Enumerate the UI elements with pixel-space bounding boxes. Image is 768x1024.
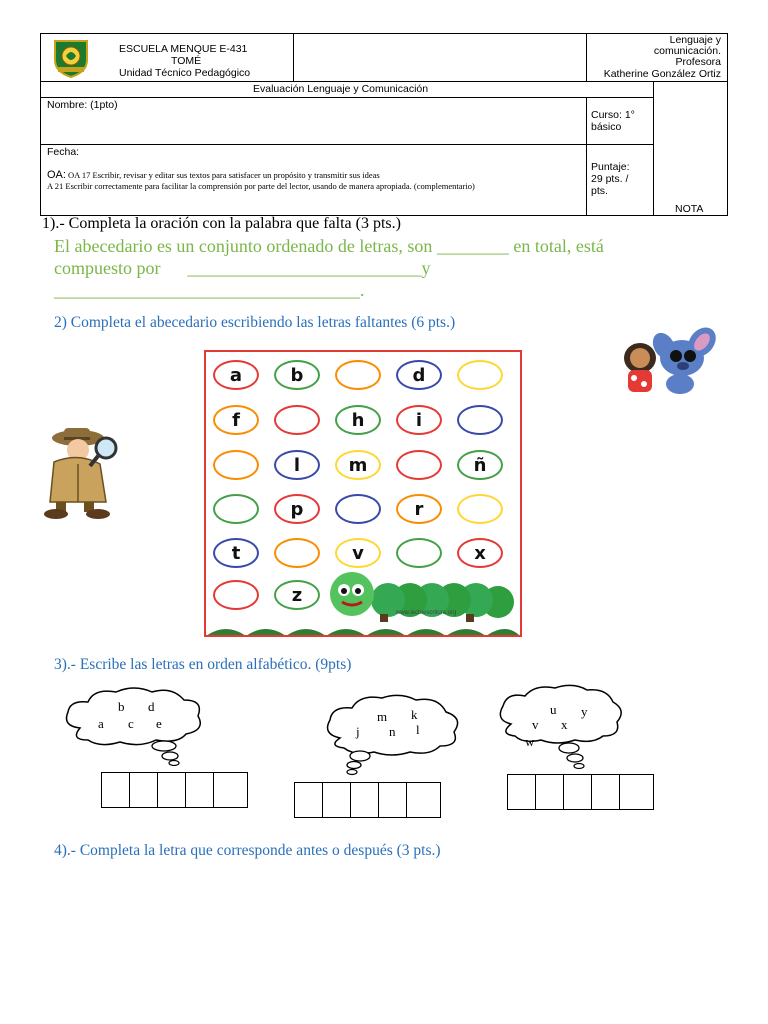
leaves-decoration: [206, 620, 520, 637]
q1-title: 1).- Completa la oración con la palabra que falta (3 pts.): [42, 215, 401, 232]
lilo-stitch-clipart: [610, 320, 722, 400]
oa-label: OA:: [47, 169, 66, 181]
blank-letter-circle[interactable]: [335, 360, 381, 390]
course-label: Curso: 1°: [591, 109, 635, 121]
letter-circle: t: [213, 538, 259, 568]
letter-circle: h: [335, 405, 381, 435]
cloud2-letter: m: [377, 709, 388, 724]
letter-circle: f: [213, 405, 259, 435]
q4-title: 4).- Completa la letra que corresponde antes o después (3 pts.): [54, 842, 441, 859]
q3-title: 3).- Escribe las letras en orden alfabético. (9pts): [54, 656, 352, 673]
school-logo: [49, 38, 93, 78]
blank-letter-circle[interactable]: [213, 494, 259, 524]
cloud3-letter: y: [581, 704, 588, 719]
blank-letter-circle[interactable]: [213, 580, 259, 610]
blank-letter-circle[interactable]: [274, 405, 320, 435]
caterpillar-clipart: [326, 572, 516, 624]
letter-circle: p: [274, 494, 320, 524]
thought-cloud-3: [495, 684, 625, 774]
cloud3-letter: u: [550, 702, 557, 717]
evaluation-title: Evaluación Lenguaje y Comunicación: [253, 83, 429, 95]
oa-line1: OA 17 Escribir, revisar y editar sus textos para satisfacer un propósito y transmitir sus ideas: [68, 170, 380, 180]
cloud3-letter: w: [525, 734, 535, 749]
blank-letter-circle[interactable]: [457, 494, 503, 524]
oa-line2: A 21 Escribir correctamente para facilitar la comprensión por parte del lector, usando de manera apropiada. (complementario): [47, 181, 475, 191]
letter-circle: x: [457, 538, 503, 568]
letter-circle: l: [274, 450, 320, 480]
teacher-name: Katherine González Ortiz: [603, 68, 721, 80]
letter-circle: v: [335, 538, 381, 568]
subject-line1: Lenguaje y: [669, 34, 721, 46]
date-label: Fecha:: [47, 146, 80, 158]
q1-sentence-line1: El abecedario es un conjunto ordenado de letras, son ________ en total, está: [54, 236, 604, 256]
cloud2-letter: n: [389, 724, 396, 739]
cloud1-letter: a: [98, 716, 104, 731]
letter-circle: ñ: [457, 450, 503, 480]
school-city: TOMÉ: [171, 55, 202, 67]
teacher-role: Profesora: [675, 56, 721, 68]
letter-circle: d: [396, 360, 442, 390]
cloud1-letter: d: [148, 699, 155, 714]
cloud2-letter: l: [416, 722, 420, 737]
letter-circle: a: [213, 360, 259, 390]
alphabet-grid: [204, 350, 522, 637]
letter-circle: z: [274, 580, 320, 610]
q1-sentence-line2: compuesto por __________________________y: [54, 258, 431, 278]
answer-boxes-2[interactable]: [294, 782, 441, 818]
q1-sentence-line3: __________________________________.: [54, 280, 365, 300]
name-label: Nombre: (1pto): [47, 99, 118, 111]
blank-letter-circle[interactable]: [213, 450, 259, 480]
blank-letter-circle[interactable]: [457, 360, 503, 390]
cloud3-letter: v: [532, 717, 539, 732]
letter-circle: i: [396, 405, 442, 435]
detective-clipart: [36, 424, 126, 520]
letter-circle: r: [396, 494, 442, 524]
cloud2-letter: k: [411, 707, 418, 722]
score-unit: pts.: [591, 185, 608, 197]
letter-circle: b: [274, 360, 320, 390]
nota-label: NOTA: [675, 203, 704, 215]
school-name: ESCUELA MENQUE E-431: [119, 43, 248, 55]
cloud1-letter: c: [128, 716, 134, 731]
q2-title: 2) Completa el abecedario escribiendo las letras faltantes (6 pts.): [54, 314, 456, 331]
cloud1-letter: b: [118, 699, 125, 714]
cloud1-letter: e: [156, 716, 162, 731]
subject-line2: comunicación.: [653, 45, 721, 57]
header-table: [40, 33, 728, 216]
blank-letter-circle[interactable]: [457, 405, 503, 435]
course-value: básico: [591, 121, 622, 133]
blank-letter-circle[interactable]: [396, 538, 442, 568]
letter-circle: m: [335, 450, 381, 480]
website-credit: www.lectoescritura.org: [396, 610, 457, 616]
score-label: Puntaje:: [591, 161, 630, 173]
answer-boxes-3[interactable]: [507, 774, 654, 810]
answer-boxes-1[interactable]: [101, 772, 248, 808]
blank-letter-circle[interactable]: [274, 538, 320, 568]
cloud2-letter: j: [356, 724, 360, 739]
score-value: 29 pts. /: [591, 173, 629, 185]
school-unit: Unidad Técnico Pedagógico: [119, 67, 251, 79]
blank-letter-circle[interactable]: [335, 494, 381, 524]
blank-letter-circle[interactable]: [396, 450, 442, 480]
cloud3-letter: x: [561, 717, 568, 732]
